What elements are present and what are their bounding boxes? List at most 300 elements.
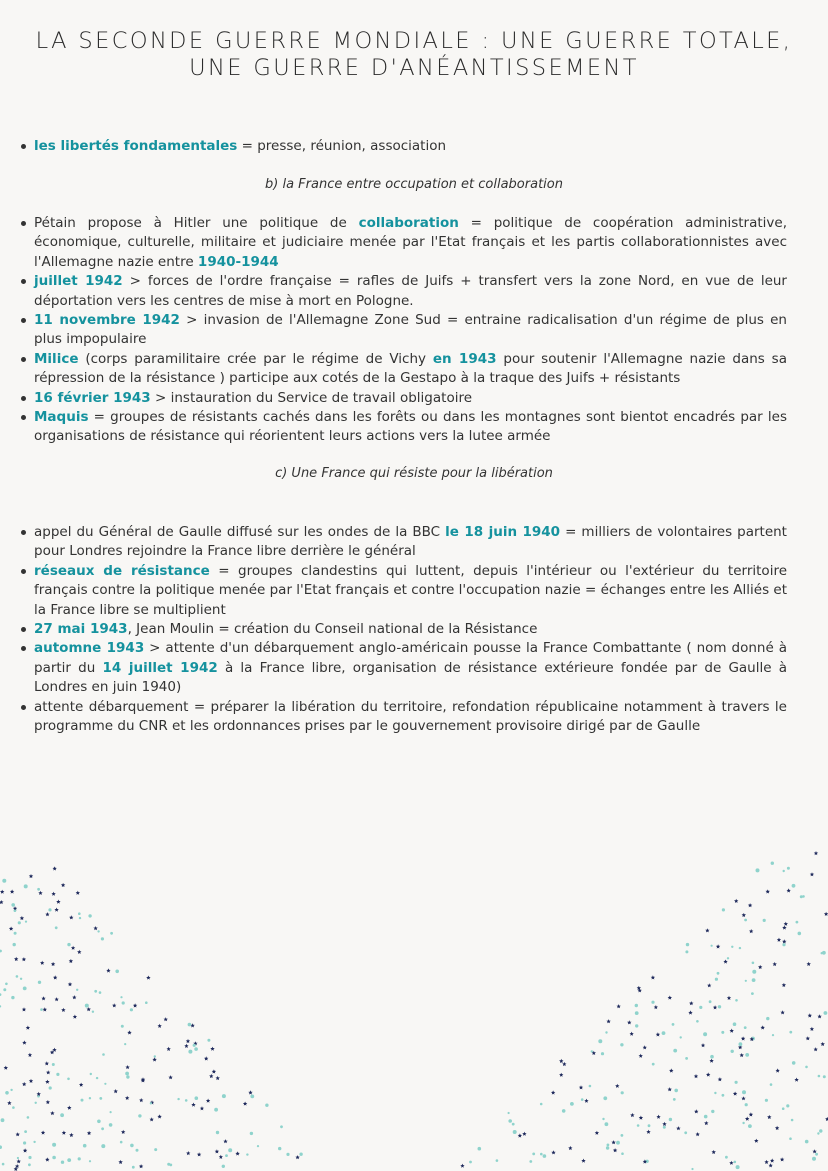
confetti-dot xyxy=(99,991,102,994)
star-icon xyxy=(69,959,73,963)
confetti-dot xyxy=(704,1115,708,1119)
confetti-dot xyxy=(52,1063,55,1066)
confetti-dot xyxy=(663,1126,666,1129)
confetti-dot xyxy=(796,921,799,924)
confetti-dot xyxy=(193,1044,196,1047)
star-icon xyxy=(627,1020,631,1024)
star-icon xyxy=(191,1103,195,1107)
confetti-dot xyxy=(257,1145,259,1147)
star-icon xyxy=(61,883,65,887)
highlight-term: réseaux de résistance xyxy=(34,562,210,579)
star-icon xyxy=(814,851,818,855)
star-icon xyxy=(812,1149,816,1153)
confetti-dot xyxy=(815,1153,818,1156)
star-icon xyxy=(718,1077,722,1081)
confetti-dot xyxy=(735,1081,738,1084)
confetti-dot xyxy=(744,1026,747,1029)
confetti-dot xyxy=(672,1023,675,1026)
confetti-dot xyxy=(532,1153,535,1156)
confetti-dot xyxy=(130,1144,134,1148)
star-icon xyxy=(656,1115,660,1119)
confetti-dot xyxy=(225,1154,228,1157)
confetti-dot xyxy=(733,1022,737,1026)
confetti-dot xyxy=(79,917,81,919)
star-icon xyxy=(76,891,80,895)
star-icon xyxy=(14,1167,18,1171)
confetti-dot xyxy=(299,1153,302,1156)
confetti-dot xyxy=(752,970,756,974)
star-icon xyxy=(579,1085,583,1089)
star-icon xyxy=(215,1149,219,1153)
confetti-dot xyxy=(76,989,78,991)
star-icon xyxy=(559,1059,563,1063)
star-icon xyxy=(204,1056,208,1060)
star-icon xyxy=(133,1003,137,1007)
confetti-dot xyxy=(0,993,1,996)
star-icon xyxy=(4,1066,8,1070)
confetti-dot xyxy=(195,1096,199,1100)
confetti-dot xyxy=(581,1098,584,1101)
confetti-dot xyxy=(621,1091,624,1094)
star-icon xyxy=(0,900,4,904)
confetti-dot xyxy=(722,908,725,911)
star-icon xyxy=(223,1139,227,1143)
star-icon xyxy=(29,874,33,878)
confetti-dot xyxy=(598,1039,602,1043)
star-icon xyxy=(50,1111,54,1115)
confetti-dot xyxy=(194,1047,198,1051)
item-text: pour soutenir l'Allemagne nazie dans sa répression de la résistance ) participe aux cotés de la Gestapo à la traque des Juifs + résistants xyxy=(34,350,787,387)
item-text: appel du Général de Gaulle diffusé sur les ondes de la BBC xyxy=(34,524,446,540)
confetti-dot xyxy=(250,1095,254,1099)
confetti-dot xyxy=(216,1131,219,1134)
star-icon xyxy=(782,939,786,943)
confetti-dot xyxy=(52,1143,56,1147)
star-icon xyxy=(139,1098,143,1102)
star-icon xyxy=(775,1126,779,1130)
star-icon xyxy=(769,1163,773,1167)
star-icon xyxy=(745,1117,749,1121)
confetti-dot xyxy=(751,992,754,995)
confetti-dot xyxy=(83,1144,87,1148)
star-icon xyxy=(821,1042,825,1046)
highlight-date: juillet 1942 xyxy=(34,273,123,290)
star-icon xyxy=(669,1068,673,1072)
confetti-dot xyxy=(246,1153,248,1155)
star-icon xyxy=(206,1099,210,1103)
confetti-dot xyxy=(714,1092,716,1094)
confetti-dot xyxy=(23,1141,26,1144)
star-icon xyxy=(62,1131,66,1135)
confetti-dot xyxy=(699,1006,702,1009)
star-icon xyxy=(758,965,762,969)
star-icon xyxy=(806,1036,810,1040)
confetti-dot xyxy=(228,1148,232,1152)
confetti-dot xyxy=(745,980,747,982)
star-icon xyxy=(654,1005,658,1009)
confetti-dot xyxy=(739,947,741,949)
star-icon xyxy=(125,1096,129,1100)
confetti-dot xyxy=(819,1129,822,1132)
confetti-dot xyxy=(101,937,104,940)
confetti-dot xyxy=(540,1103,543,1106)
confetti-dot xyxy=(792,1061,796,1065)
star-icon xyxy=(22,957,26,961)
star-icon xyxy=(761,1025,765,1029)
star-icon xyxy=(780,1157,784,1161)
confetti-dot xyxy=(731,1050,734,1053)
highlight-date: 27 mai 1943 xyxy=(34,621,128,638)
star-icon xyxy=(295,1155,299,1159)
item-text: , Jean Moulin = création du Conseil national de la Résistance xyxy=(127,621,538,638)
star-icon xyxy=(773,962,777,966)
confetti-dot xyxy=(589,1085,592,1088)
star-icon xyxy=(740,1053,744,1057)
confetti-dot xyxy=(61,1161,64,1164)
confetti-dot xyxy=(478,1147,482,1151)
item-text: (corps paramilitaire crée par le régime de Vichy xyxy=(78,350,433,367)
star-icon xyxy=(676,1126,680,1130)
confetti-dot xyxy=(791,1119,794,1122)
highlight-date: le 18 juin 1940 xyxy=(445,524,561,540)
star-icon xyxy=(248,1090,252,1094)
star-icon xyxy=(46,1100,50,1104)
star-icon xyxy=(61,1008,65,1012)
confetti-dot xyxy=(286,1153,289,1156)
confetti-dot xyxy=(512,1123,515,1126)
confetti-dot xyxy=(715,978,718,981)
star-icon xyxy=(764,1160,768,1164)
confetti-dot xyxy=(13,943,16,946)
star-icon xyxy=(749,1112,753,1116)
confetti-dot xyxy=(469,1161,472,1164)
star-icon xyxy=(0,890,4,894)
star-icon xyxy=(146,976,150,980)
confetti-dot xyxy=(2,1163,5,1166)
star-icon xyxy=(22,1082,26,1086)
confetti-dot xyxy=(55,926,58,929)
confetti-dot xyxy=(265,1104,268,1107)
confetti-dot xyxy=(601,1052,604,1055)
highlight-date: en 1943 xyxy=(432,350,497,367)
star-icon xyxy=(551,1150,555,1154)
star-icon xyxy=(662,1122,666,1126)
confetti-dot xyxy=(11,996,14,999)
confetti-dot xyxy=(765,1099,768,1102)
star-icon xyxy=(688,1010,692,1014)
confetti-dot xyxy=(652,1063,655,1066)
star-icon xyxy=(52,1048,56,1052)
confetti-dot xyxy=(651,1001,654,1004)
star-icon xyxy=(54,908,58,912)
confetti-dot xyxy=(207,1039,210,1042)
star-icon xyxy=(53,975,57,979)
star-icon xyxy=(518,1133,522,1137)
star-icon xyxy=(776,1068,780,1072)
confetti-dot xyxy=(782,1107,785,1110)
confetti-dot xyxy=(605,1122,609,1126)
star-icon xyxy=(125,1065,129,1069)
star-icon xyxy=(615,1084,619,1088)
confetti-dot xyxy=(37,888,40,891)
confetti-dot xyxy=(718,1005,721,1008)
confetti-dot xyxy=(635,1004,638,1007)
star-icon xyxy=(184,1044,188,1048)
star-icon xyxy=(694,1109,698,1113)
star-icon xyxy=(794,1078,798,1082)
star-icon xyxy=(71,946,75,950)
confetti-dot xyxy=(132,1166,135,1169)
confetti-dot xyxy=(125,1072,129,1076)
highlight-term: collaboration xyxy=(358,215,459,231)
confetti-dot xyxy=(607,1144,610,1147)
confetti-dot xyxy=(33,1141,35,1143)
confetti-dot xyxy=(711,945,713,947)
confetti-dot xyxy=(104,1083,106,1085)
confetti-dot xyxy=(24,1130,27,1133)
confetti-dot xyxy=(752,978,756,982)
confetti-dot xyxy=(120,1141,123,1144)
confetti-dot xyxy=(17,1157,19,1159)
star-icon xyxy=(14,957,18,961)
star-icon xyxy=(212,1069,216,1073)
star-icon xyxy=(38,891,42,895)
star-icon xyxy=(706,1072,710,1076)
star-icon xyxy=(734,899,738,903)
confetti-dot xyxy=(513,1130,517,1134)
confetti-dot xyxy=(67,943,70,946)
highlight-date: 14 juillet 1942 xyxy=(102,659,218,676)
confetti-dot xyxy=(136,1149,139,1152)
confetti-dot xyxy=(18,921,21,924)
confetti-dot xyxy=(40,1008,43,1011)
highlight-date: 11 novembre 1942 xyxy=(34,312,180,329)
star-icon xyxy=(637,986,641,990)
star-icon xyxy=(46,1070,50,1074)
confetti-dot xyxy=(0,950,2,953)
star-icon xyxy=(68,982,72,986)
confetti-dot xyxy=(696,1020,699,1023)
star-icon xyxy=(651,975,655,979)
star-icon xyxy=(741,1096,745,1100)
star-icon xyxy=(40,961,44,965)
confetti-dot xyxy=(185,1099,188,1102)
star-icon xyxy=(551,1090,555,1094)
confetti-dot xyxy=(543,1154,547,1158)
star-icon xyxy=(808,1013,812,1017)
confetti-dot xyxy=(5,983,8,986)
confetti-dot xyxy=(735,999,738,1002)
star-icon xyxy=(43,1007,47,1011)
confetti-dot xyxy=(684,1131,687,1134)
star-icon xyxy=(41,1131,45,1135)
confetti-dot xyxy=(120,996,122,998)
star-icon xyxy=(235,1151,239,1155)
star-icon xyxy=(157,1114,161,1118)
confetti-dot xyxy=(154,1055,156,1057)
star-icon xyxy=(646,1130,650,1134)
star-icon xyxy=(733,1092,737,1096)
star-icon xyxy=(617,1004,621,1008)
confetti-dot xyxy=(35,1102,37,1104)
star-icon xyxy=(784,922,788,926)
star-icon xyxy=(186,1039,190,1043)
star-icon xyxy=(114,1089,118,1093)
confetti-dot xyxy=(60,1113,64,1117)
star-icon xyxy=(118,1160,122,1164)
highlight-date: 1940-1944 xyxy=(197,253,279,270)
star-icon xyxy=(729,1161,733,1165)
star-icon xyxy=(782,983,786,987)
confetti-dot xyxy=(28,1156,31,1159)
confetti-dot xyxy=(124,1043,126,1045)
confetti-dot xyxy=(56,1073,59,1076)
star-icon xyxy=(780,1010,784,1014)
star-icon xyxy=(777,938,781,942)
confetti-dot xyxy=(637,1124,640,1127)
confetti-dot xyxy=(177,1098,179,1100)
confetti-dot xyxy=(109,1123,113,1127)
item-text: attente débarquement = préparer la libération du territoire, refondation républicaine notamment à travers le programme du CNR et les ordonnances prises par le gouvernement provisoire dirigé par de Gaulle xyxy=(34,698,787,735)
confetti-dot xyxy=(48,908,51,911)
star-icon xyxy=(741,1036,745,1040)
star-icon xyxy=(164,1017,168,1021)
confetti-dot xyxy=(102,1053,105,1056)
star-icon xyxy=(727,996,731,1000)
item-text: = politique de coopération administrative, économique, culturelle, militaire et judiciaire menée par l'Etat français et les partis collaborationnistes avec l'Allemagne nazie entre xyxy=(34,215,787,270)
confetti-dot xyxy=(635,1024,638,1027)
confetti-dot xyxy=(805,1140,809,1144)
confetti-dot xyxy=(745,1103,748,1106)
confetti-dot xyxy=(591,1050,593,1052)
star-icon xyxy=(67,1106,71,1110)
star-icon xyxy=(630,1032,634,1036)
star-icon xyxy=(7,1101,11,1105)
star-icon xyxy=(53,866,57,870)
confetti-dot xyxy=(278,1147,281,1150)
star-icon xyxy=(595,1131,599,1135)
confetti-dot xyxy=(496,1159,499,1162)
confetti-dot xyxy=(508,1119,512,1123)
star-icon xyxy=(22,1007,26,1011)
confetti-dot xyxy=(110,1111,112,1113)
confetti-dot xyxy=(169,1164,172,1167)
confetti-dot xyxy=(52,1156,56,1160)
star-icon xyxy=(243,1102,247,1106)
confetti-dot xyxy=(115,970,119,974)
confetti-dot xyxy=(0,1145,2,1149)
confetti-dot xyxy=(16,975,19,978)
item-text: > invasion de l'Allemagne Zone Sud = entraine radicalisation d'un régime de plus en plus impopulaire xyxy=(34,312,787,348)
star-icon xyxy=(810,1027,814,1031)
confetti-dot xyxy=(789,1137,792,1140)
confetti-dot xyxy=(90,1073,92,1075)
confetti-dot xyxy=(101,1144,105,1148)
star-icon xyxy=(668,1087,672,1091)
confetti-dot xyxy=(602,1118,604,1120)
confetti-dot xyxy=(81,1099,84,1102)
star-icon xyxy=(73,1015,77,1019)
star-icon xyxy=(150,1117,154,1121)
confetti-dot xyxy=(10,1089,12,1091)
confetti-dot xyxy=(250,1132,253,1135)
confetti-dot xyxy=(67,1078,70,1081)
star-icon xyxy=(55,997,59,1001)
confetti-dot xyxy=(736,1165,740,1169)
confetti-dot xyxy=(94,990,97,993)
confetti-dot xyxy=(685,1057,688,1060)
star-icon xyxy=(87,1131,91,1135)
star-icon xyxy=(568,1146,572,1150)
confetti-dot xyxy=(782,943,785,946)
item-text: = groupes clandestins qui luttent, depuis l'intérieur ou l'extérieur du territoire français contre la politique menée par l'Etat français et contre l'occupation nazie = échanges entre les Alliés et la France libre se multiplient xyxy=(34,562,788,618)
confetti-dot xyxy=(744,919,747,922)
highlight-term: Milice xyxy=(34,350,79,367)
confetti-dot xyxy=(188,1023,192,1027)
star-icon xyxy=(696,1132,700,1136)
confetti-dot xyxy=(222,1165,225,1168)
star-icon xyxy=(26,1026,30,1030)
confetti-dot xyxy=(603,1096,607,1100)
star-icon xyxy=(668,996,672,1000)
star-icon xyxy=(630,1113,634,1117)
star-icon xyxy=(712,1150,716,1154)
star-icon xyxy=(562,1062,566,1066)
star-icon xyxy=(209,1074,213,1078)
star-icon xyxy=(716,944,720,948)
title-line-1: LA SECONDE GUERRE MONDIALE : UNE GUERRE TOTALE, xyxy=(35,28,793,54)
star-icon xyxy=(93,926,97,930)
star-icon xyxy=(72,995,76,999)
confetti-dot xyxy=(824,1011,828,1015)
confetti-dot xyxy=(742,1122,744,1124)
confetti-dot xyxy=(792,884,796,888)
star-icon xyxy=(559,1073,563,1077)
confetti-dot xyxy=(783,870,785,872)
confetti-dot xyxy=(78,1157,81,1160)
confetti-dot xyxy=(669,1118,672,1121)
confetti-dot xyxy=(717,972,720,975)
confetti-dot xyxy=(721,1031,724,1034)
confetti-dot xyxy=(122,1001,125,1004)
star-icon xyxy=(200,1106,204,1110)
star-icon xyxy=(581,1159,585,1163)
star-icon xyxy=(45,1157,49,1161)
star-icon xyxy=(112,1003,116,1007)
star-icon xyxy=(767,1115,771,1119)
star-icon xyxy=(197,1152,201,1156)
star-icon xyxy=(754,1139,758,1143)
item-text: > instauration du Service de travail obligatoire xyxy=(150,389,473,406)
confetti-dot xyxy=(97,1120,101,1124)
star-icon xyxy=(45,1080,49,1084)
confetti-dot xyxy=(620,1043,623,1046)
confetti-dot xyxy=(742,1090,746,1094)
confetti-dot xyxy=(621,1152,624,1155)
confetti-dot xyxy=(812,1157,816,1161)
confetti-dot xyxy=(154,1148,157,1151)
star-icon xyxy=(606,1019,610,1023)
star-icon xyxy=(814,1047,818,1051)
confetti-dot xyxy=(685,950,688,953)
star-icon xyxy=(216,1076,220,1080)
title-line-2: UNE GUERRE D'ANÉANTISSEMENT xyxy=(189,55,639,81)
confetti-dot xyxy=(710,1055,714,1059)
confetti-dot xyxy=(725,1156,728,1159)
star-icon xyxy=(45,1061,49,1065)
star-icon xyxy=(51,892,55,896)
star-icon xyxy=(824,912,828,916)
